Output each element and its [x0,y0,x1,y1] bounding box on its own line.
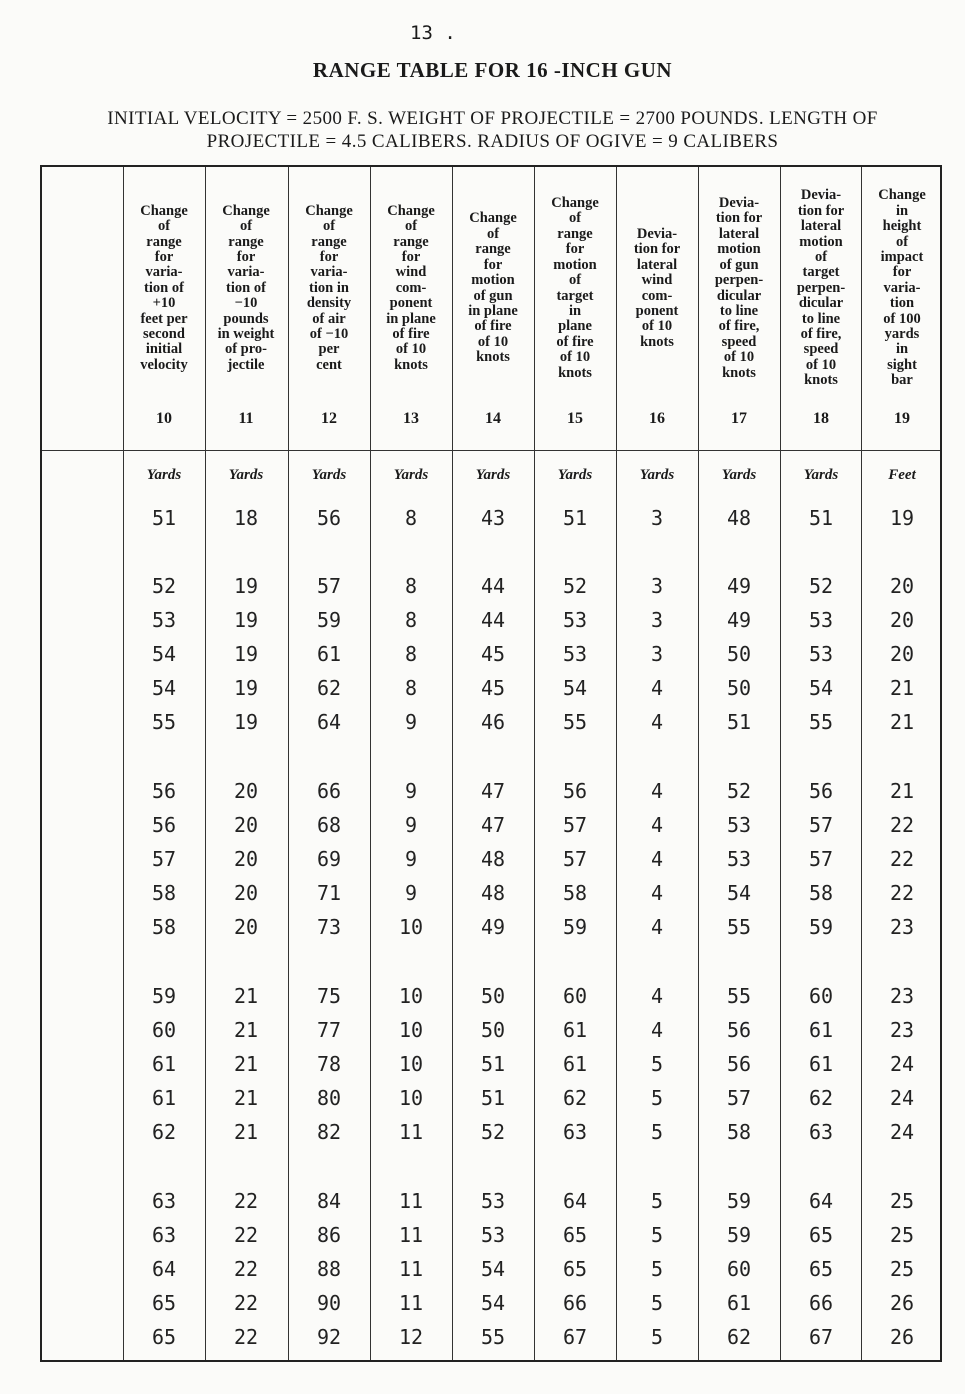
table-cell: 20 [889,574,915,598]
column-number: 11 [238,410,254,427]
table-cell: 55 [726,984,752,1008]
table-cell: 71 [316,881,342,905]
table-cell: 57 [808,813,834,837]
table-row [42,574,940,604]
table-cell: 55 [562,710,588,734]
column-header-text: Devia- tion for lateral motion of gun perpen- dicular to line of fire, speed of 10 knots [714,195,764,381]
table-cell: 55 [151,710,177,734]
table-cell: 53 [726,813,752,837]
column-header [698,167,780,450]
table-cell: 56 [562,779,588,803]
table-cell: 66 [808,1291,834,1315]
table-cell: 67 [562,1325,588,1349]
table-cell: 54 [562,676,588,700]
table-row [42,847,940,877]
table-cell: 60 [151,1018,177,1042]
table-cell: 67 [808,1325,834,1349]
column-number: 12 [321,410,337,427]
table-cell: 5 [650,1291,664,1315]
column-unit: Yards [311,467,347,483]
table-cell: 25 [889,1257,915,1281]
table-cell: 22 [233,1325,259,1349]
column-header-text: Change of range for wind com- ponent in plane of fire of 10 knots [386,202,436,373]
table-cell: 56 [726,1052,752,1076]
table-cell: 53 [808,642,834,666]
column-number: 10 [156,410,172,427]
table-cell: 59 [562,915,588,939]
table-row [42,710,940,740]
table-cell: 54 [480,1291,506,1315]
table-cell: 63 [808,1120,834,1144]
column-header-text: Change of range for varia- tion in density of air of −10 per cent [305,202,353,373]
table-cell: 55 [726,915,752,939]
table-cell: 56 [316,506,342,530]
column-unit: Yards [721,467,757,483]
table-cell: 21 [233,1086,259,1110]
table-cell: 54 [480,1257,506,1281]
table-cell: 19 [889,506,915,530]
table-cell: 19 [233,574,259,598]
table-cell: 48 [480,847,506,871]
column-header [616,167,698,450]
table-cell: 10 [398,1086,424,1110]
table-cell: 49 [726,574,752,598]
table-cell: 65 [151,1291,177,1315]
page-number: 13 . [410,22,456,44]
table-cell: 55 [480,1325,506,1349]
column-header-text: Change of range for varia- tion of +10 feet per second initial velocity [140,202,188,373]
table-cell: 20 [233,881,259,905]
table-cell: 4 [650,676,664,700]
table-cell: 26 [889,1325,915,1349]
table-cell: 53 [151,608,177,632]
table-cell: 25 [889,1189,915,1213]
table-cell: 56 [808,779,834,803]
table-cell: 11 [398,1223,424,1247]
table-cell: 45 [480,676,506,700]
table-cell: 51 [480,1052,506,1076]
table-row [42,1291,940,1321]
table-cell: 68 [316,813,342,837]
column-header [370,167,452,450]
table-cell: 22 [233,1189,259,1213]
table-cell: 21 [233,1120,259,1144]
table-cell: 19 [233,608,259,632]
table-cell: 3 [650,574,664,598]
column-unit: Yards [146,467,182,483]
table-cell: 24 [889,1052,915,1076]
table-cell: 21 [233,1052,259,1076]
table-cell: 57 [562,847,588,871]
table-row [42,984,940,1014]
table-cell: 66 [316,779,342,803]
column-number: 18 [813,410,829,427]
table-cell: 4 [650,813,664,837]
table-cell: 19 [233,710,259,734]
subtitle-line-1: INITIAL VELOCITY = 2500 F. S. WEIGHT OF PROJECTILE = 2700 POUNDS. LENGTH OF [107,108,878,129]
table-cell: 57 [316,574,342,598]
table-cell: 75 [316,984,342,1008]
table-cell: 66 [562,1291,588,1315]
table-cell: 8 [404,642,418,666]
column-number: 17 [731,410,747,427]
table-cell: 51 [151,506,177,530]
table-cell: 92 [316,1325,342,1349]
column-number: 15 [567,410,583,427]
table-row [42,608,940,638]
table-cell: 58 [151,881,177,905]
column-header [288,167,370,450]
table-row [42,1052,940,1082]
column-unit: Yards [228,467,264,483]
table-cell: 58 [808,881,834,905]
table-cell: 24 [889,1086,915,1110]
table-cell: 20 [233,915,259,939]
table-cell: 52 [726,779,752,803]
table-cell: 21 [233,1018,259,1042]
table-cell: 54 [151,676,177,700]
table-cell: 77 [316,1018,342,1042]
column-header-text: Change of range for motion of target in plane of fire of 10 knots [551,195,599,381]
table-cell: 43 [480,506,506,530]
table-cell: 62 [316,676,342,700]
column-unit: Yards [557,467,593,483]
table-cell: 61 [562,1018,588,1042]
table-cell: 61 [151,1086,177,1110]
column-unit: Feet [888,467,916,483]
table-cell: 4 [650,915,664,939]
table-cell: 20 [889,608,915,632]
table-cell: 50 [726,676,752,700]
table-row [42,506,940,536]
table-cell: 51 [808,506,834,530]
table-cell: 54 [726,881,752,905]
table-cell: 22 [233,1257,259,1281]
table-cell: 19 [233,642,259,666]
table-cell: 4 [650,847,664,871]
table-cell: 86 [316,1223,342,1247]
table-cell: 10 [398,915,424,939]
table-cell: 60 [726,1257,752,1281]
table-cell: 65 [562,1257,588,1281]
table-cell: 25 [889,1223,915,1247]
table-cell: 49 [726,608,752,632]
table-row [42,642,940,672]
table-cell: 47 [480,779,506,803]
subtitle-line-2: PROJECTILE = 4.5 CALIBERS. RADIUS OF OGIVE = 9 CALIBERS [206,131,779,152]
table-row [42,1257,940,1287]
table-cell: 84 [316,1189,342,1213]
table-cell: 53 [480,1223,506,1247]
column-number: 16 [649,410,665,427]
table-cell: 9 [404,813,418,837]
table-cell: 57 [808,847,834,871]
table-cell: 55 [808,710,834,734]
column-header [861,167,943,450]
table-cell: 5 [650,1052,664,1076]
table-cell: 53 [562,642,588,666]
table-cell: 46 [480,710,506,734]
table-row [42,1223,940,1253]
table-cell: 90 [316,1291,342,1315]
table-cell: 53 [480,1189,506,1213]
table-cell: 52 [808,574,834,598]
table-cell: 22 [889,813,915,837]
table-row [42,779,940,809]
table-cell: 65 [808,1223,834,1247]
table-cell: 53 [562,608,588,632]
table-cell: 65 [808,1257,834,1281]
table-cell: 8 [404,574,418,598]
table-cell: 88 [316,1257,342,1281]
table-cell: 61 [562,1052,588,1076]
table-cell: 62 [726,1325,752,1349]
table-cell: 48 [480,881,506,905]
table-cell: 9 [404,779,418,803]
table-cell: 5 [650,1120,664,1144]
table-cell: 78 [316,1052,342,1076]
table-cell: 23 [889,984,915,1008]
column-header [534,167,616,450]
table-cell: 49 [480,915,506,939]
table-cell: 64 [562,1189,588,1213]
table-cell: 80 [316,1086,342,1110]
table-cell: 56 [151,813,177,837]
table-cell: 60 [808,984,834,1008]
table-cell: 54 [808,676,834,700]
table-row [42,1018,940,1048]
table-cell: 5 [650,1325,664,1349]
table-cell: 8 [404,506,418,530]
table-cell: 5 [650,1189,664,1213]
column-header [205,167,287,450]
column-header [452,167,534,450]
table-cell: 57 [562,813,588,837]
table-cell: 51 [726,710,752,734]
table-cell: 62 [808,1086,834,1110]
table-cell: 21 [889,676,915,700]
column-header [780,167,862,450]
table-cell: 19 [233,676,259,700]
table-cell: 65 [562,1223,588,1247]
table-cell: 63 [562,1120,588,1144]
table-cell: 4 [650,710,664,734]
table-cell: 56 [726,1018,752,1042]
table-cell: 45 [480,642,506,666]
table-cell: 51 [480,1086,506,1110]
table-cell: 10 [398,984,424,1008]
table-cell: 58 [726,1120,752,1144]
table-cell: 21 [233,984,259,1008]
table-cell: 62 [151,1120,177,1144]
table-row [42,676,940,706]
table-cell: 54 [151,642,177,666]
table-cell: 50 [726,642,752,666]
table-row [42,1189,940,1219]
table-cell: 59 [151,984,177,1008]
table-cell: 22 [889,881,915,905]
table-cell: 3 [650,642,664,666]
table-cell: 21 [889,779,915,803]
table-cell: 64 [316,710,342,734]
table-cell: 11 [398,1257,424,1281]
table-cell: 61 [151,1052,177,1076]
table-cell: 44 [480,574,506,598]
table-cell: 5 [650,1257,664,1281]
table-cell: 22 [889,847,915,871]
table-cell: 63 [151,1189,177,1213]
table-cell: 59 [726,1189,752,1213]
table-cell: 82 [316,1120,342,1144]
table-cell: 10 [398,1018,424,1042]
table-cell: 60 [562,984,588,1008]
table-cell: 44 [480,608,506,632]
table-cell: 8 [404,608,418,632]
table-cell: 53 [808,608,834,632]
table-cell: 52 [480,1120,506,1144]
table-cell: 47 [480,813,506,837]
column-number: 13 [403,410,419,427]
table-cell: 59 [726,1223,752,1247]
table-row [42,915,940,945]
table-cell: 50 [480,1018,506,1042]
table-cell: 63 [151,1223,177,1247]
table-cell: 9 [404,710,418,734]
table-cell: 8 [404,676,418,700]
column-header-text: Devia- tion for lateral wind com- ponent of 10 knots [633,225,681,350]
table-cell: 24 [889,1120,915,1144]
table-cell: 64 [808,1189,834,1213]
table-cell: 22 [233,1223,259,1247]
page-title: RANGE TABLE FOR 16 -INCH GUN [312,58,673,82]
table-cell: 20 [233,847,259,871]
table-cell: 65 [151,1325,177,1349]
table-row [42,1120,940,1150]
table-cell: 73 [316,915,342,939]
column-number: 14 [485,410,501,427]
table-cell: 3 [650,506,664,530]
table-cell: 26 [889,1291,915,1315]
column-unit: Yards [393,467,429,483]
table-cell: 5 [650,1223,664,1247]
column-unit: Yards [803,467,839,483]
column-header-text: Change of range for motion of gun in plane of fire of 10 knots [468,210,518,366]
table-cell: 52 [562,574,588,598]
table-cell: 20 [233,779,259,803]
table-row [42,881,940,911]
table-cell: 9 [404,881,418,905]
table-cell: 4 [650,984,664,1008]
table-row [42,813,940,843]
table-cell: 58 [151,915,177,939]
column-unit: Yards [639,467,675,483]
table-cell: 52 [151,574,177,598]
table-cell: 51 [562,506,588,530]
table-cell: 59 [808,915,834,939]
column-unit: Yards [475,467,511,483]
table-cell: 4 [650,1018,664,1042]
table-cell: 59 [316,608,342,632]
table-cell: 9 [404,847,418,871]
table-cell: 4 [650,881,664,905]
table-cell: 10 [398,1052,424,1076]
column-header [123,167,205,450]
header-divider [42,450,940,451]
table-cell: 61 [808,1018,834,1042]
table-cell: 23 [889,1018,915,1042]
table-cell: 61 [316,642,342,666]
table-cell: 50 [480,984,506,1008]
table-cell: 56 [151,779,177,803]
table-cell: 21 [889,710,915,734]
table-cell: 58 [562,881,588,905]
table-cell: 69 [316,847,342,871]
table-cell: 11 [398,1189,424,1213]
table-cell: 64 [151,1257,177,1281]
column-header-text: Devia- tion for lateral motion of target perpen- dicular to line of fire, speed of 10 knots [796,187,846,389]
table-cell: 5 [650,1086,664,1110]
table-cell: 3 [650,608,664,632]
table-cell: 23 [889,915,915,939]
table-cell: 53 [726,847,752,871]
table-cell: 4 [650,779,664,803]
table-cell: 20 [233,813,259,837]
table-cell: 11 [398,1291,424,1315]
table-cell: 20 [889,642,915,666]
table-cell: 22 [233,1291,259,1315]
table-cell: 61 [726,1291,752,1315]
table-cell: 61 [808,1052,834,1076]
table-cell: 57 [151,847,177,871]
table-cell: 62 [562,1086,588,1110]
column-header-text: Change in height of impact for varia- tion of 100 yards in sight bar [878,187,926,389]
table-cell: 12 [398,1325,424,1349]
column-header-text: Change of range for varia- tion of −10 pounds in weight of pro- jectile [217,202,275,373]
range-table [40,165,942,1362]
table-row [42,1086,940,1116]
table-cell: 11 [398,1120,424,1144]
table-cell: 18 [233,506,259,530]
column-number: 19 [894,410,910,427]
table-cell: 57 [726,1086,752,1110]
table-row [42,1325,940,1355]
table-cell: 48 [726,506,752,530]
